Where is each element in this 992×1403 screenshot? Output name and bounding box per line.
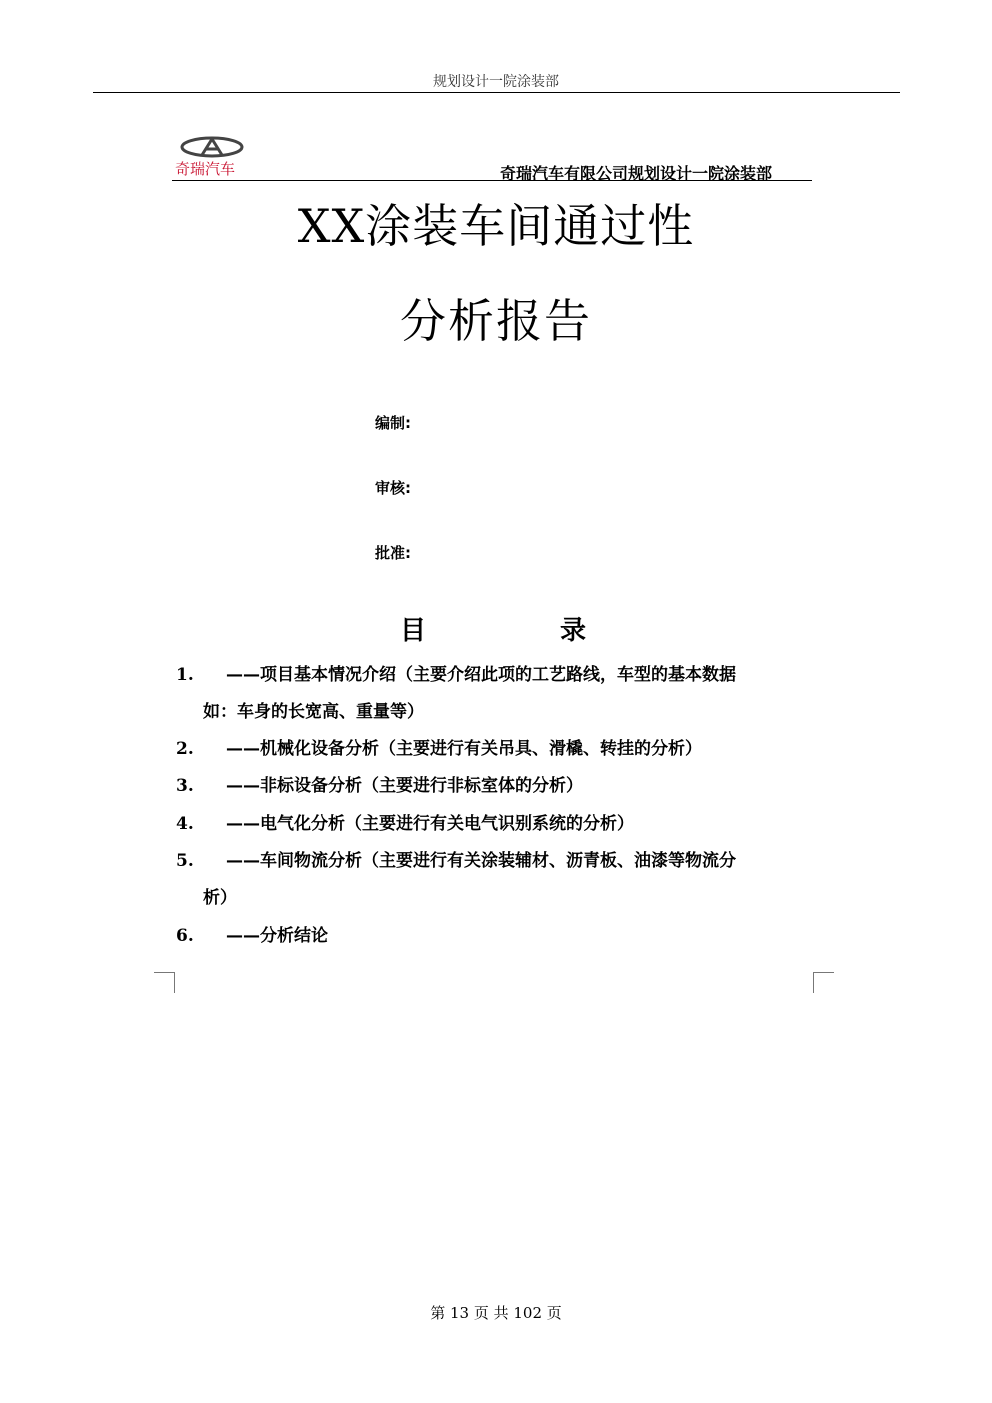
toc-item-number: 5. — [176, 851, 194, 871]
toc-item-continuation: 如：车身的长宽高、重量等） — [203, 702, 424, 722]
company-name: 奇瑞汽车有限公司规划设计一院涂装部 — [500, 164, 773, 183]
report-title-line2: 分析报告 — [400, 294, 592, 348]
margin-corner-mark-right — [813, 972, 834, 993]
toc-item-number: 4. — [176, 814, 194, 834]
toc-item-number: 1. — [176, 665, 194, 685]
toc-item-text: ——非标设备分析（主要进行非标室体的分析） — [226, 776, 583, 796]
chery-logo — [172, 136, 256, 178]
toc-title-char2: 录 — [560, 616, 587, 646]
review-field: 审核: — [375, 479, 411, 497]
toc-item-continuation: 析） — [203, 888, 237, 908]
toc-item-2 — [176, 731, 816, 768]
margin-corner-mark-left — [154, 972, 175, 993]
toc-item-4 — [176, 806, 816, 843]
compile-field: 编制: — [375, 414, 411, 432]
logo-text: 奇瑞汽车 — [175, 160, 236, 178]
toc-item-text: ——分析结论 — [226, 926, 328, 946]
toc-item-text: ——机械化设备分析（主要进行有关吊具、滑橇、转挂的分析） — [226, 739, 702, 759]
toc-title — [400, 610, 600, 644]
toc-item-number: 3. — [176, 776, 194, 796]
report-title-line1: XX涂装车间通过性 — [297, 199, 695, 253]
logo-divider — [172, 180, 812, 181]
toc-item-1 — [176, 657, 816, 731]
toc-item-text: ——项目基本情况介绍（主要介绍此项的工艺路线，车型的基本数据 — [226, 665, 736, 685]
toc-item-number: 2. — [176, 739, 194, 759]
toc-item-text: ——车间物流分析（主要进行有关涂装辅材、沥青板、油漆等物流分 — [226, 851, 736, 871]
chery-emblem-icon — [172, 136, 256, 160]
toc-item-6 — [176, 918, 816, 955]
page-number-footer: 第 13 页 共 102 页 — [430, 1304, 562, 1322]
toc-item-number: 6. — [176, 926, 194, 946]
toc-item-5 — [176, 843, 816, 917]
toc-title-char1: 目 — [400, 616, 427, 646]
running-header: 规划设计一院涂装部 — [433, 74, 559, 90]
toc-item-text: ——电气化分析（主要进行有关电气识别系统的分析） — [226, 814, 634, 834]
approve-field: 批准: — [375, 544, 411, 562]
toc-item-3 — [176, 768, 816, 805]
header-divider — [93, 92, 900, 93]
